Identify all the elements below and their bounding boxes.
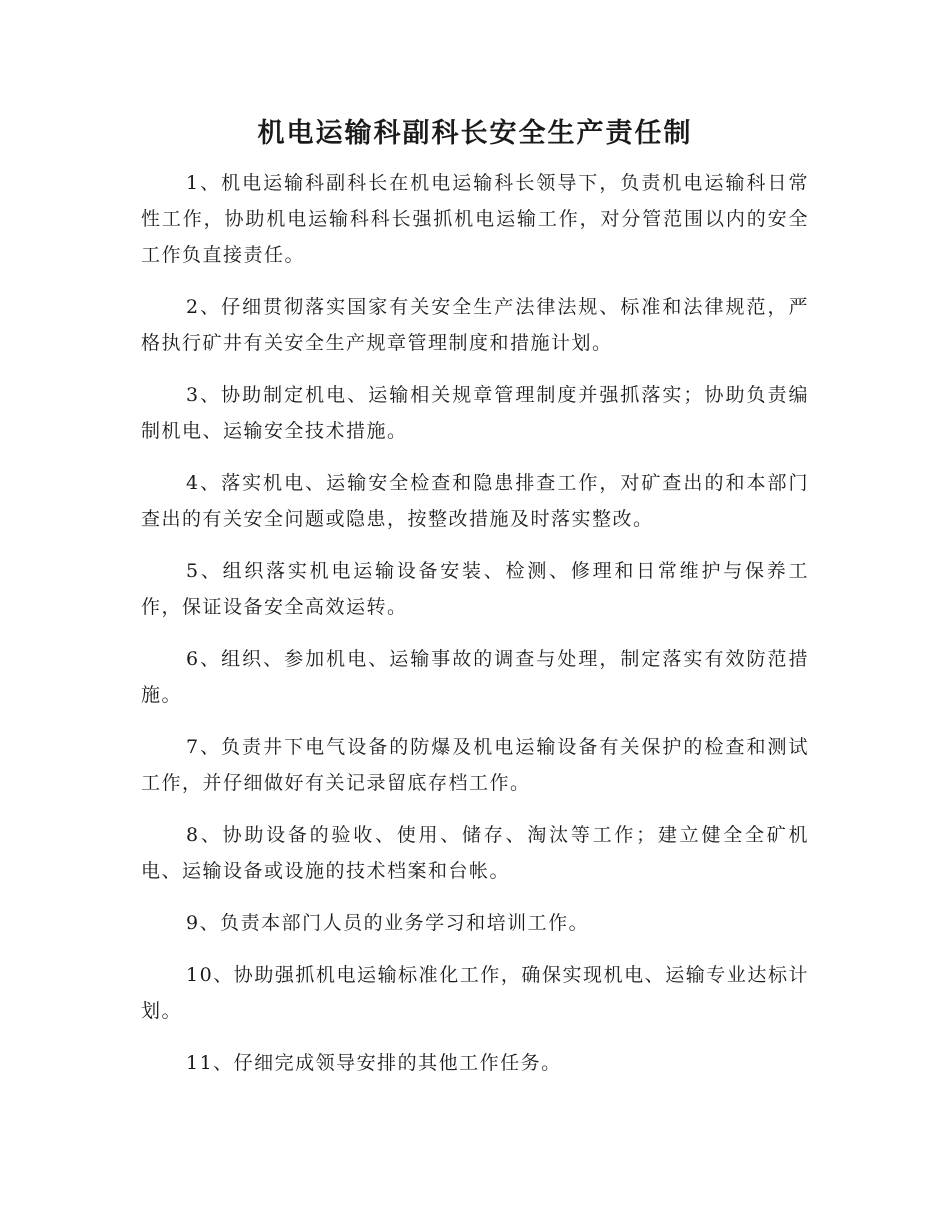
paragraph-10: 10、协助强抓机电运输标准化工作，确保实现机电、运输专业达标计划。 [141, 964, 809, 1022]
document-title: 机电运输科副科长安全生产责任制 [257, 118, 693, 149]
paragraph-7: 7、负责井下电气设备的防爆及机电运输设备有关保护的检查和测试工作，并仔细做好有关记录留底存档工作。 [141, 736, 809, 794]
paragraph-9: 9、负责本部门人员的业务学习和培训工作。 [186, 912, 590, 934]
paragraph-2: 2、仔细贯彻落实国家有关安全生产法律法规、标准和法律规范，严格执行矿井有关安全生产规章管理制度和措施计划。 [141, 296, 809, 354]
paragraph-11: 11、仔细完成领导安排的其他工作任务。 [186, 1052, 562, 1074]
document-body [141, 165, 809, 1097]
paragraph-4: 4、落实机电、运输安全检查和隐患排查工作，对矿查出的和本部门查出的有关安全问题或隐患，按整改措施及时落实整改。 [141, 472, 809, 530]
paragraph-8: 8、协助设备的验收、使用、储存、淘汰等工作；建立健全全矿机电、运输设备或设施的技术档案和台帐。 [141, 824, 809, 882]
paragraph-3: 3、协助制定机电、运输相关规章管理制度并强抓落实；协助负责编制机电、运输安全技术措施。 [141, 384, 809, 442]
paragraph-5: 5、组织落实机电运输设备安装、检测、修理和日常维护与保养工作，保证设备安全高效运转。 [141, 560, 809, 618]
paragraph-6: 6、组织、参加机电、运输事故的调查与处理，制定落实有效防范措施。 [141, 648, 809, 706]
paragraph-1: 1、机电运输科副科长在机电运输科长领导下，负责机电运输科日常性工作，协助机电运输科科长强抓机电运输工作，对分管范围以内的安全工作负直接责任。 [141, 172, 809, 266]
